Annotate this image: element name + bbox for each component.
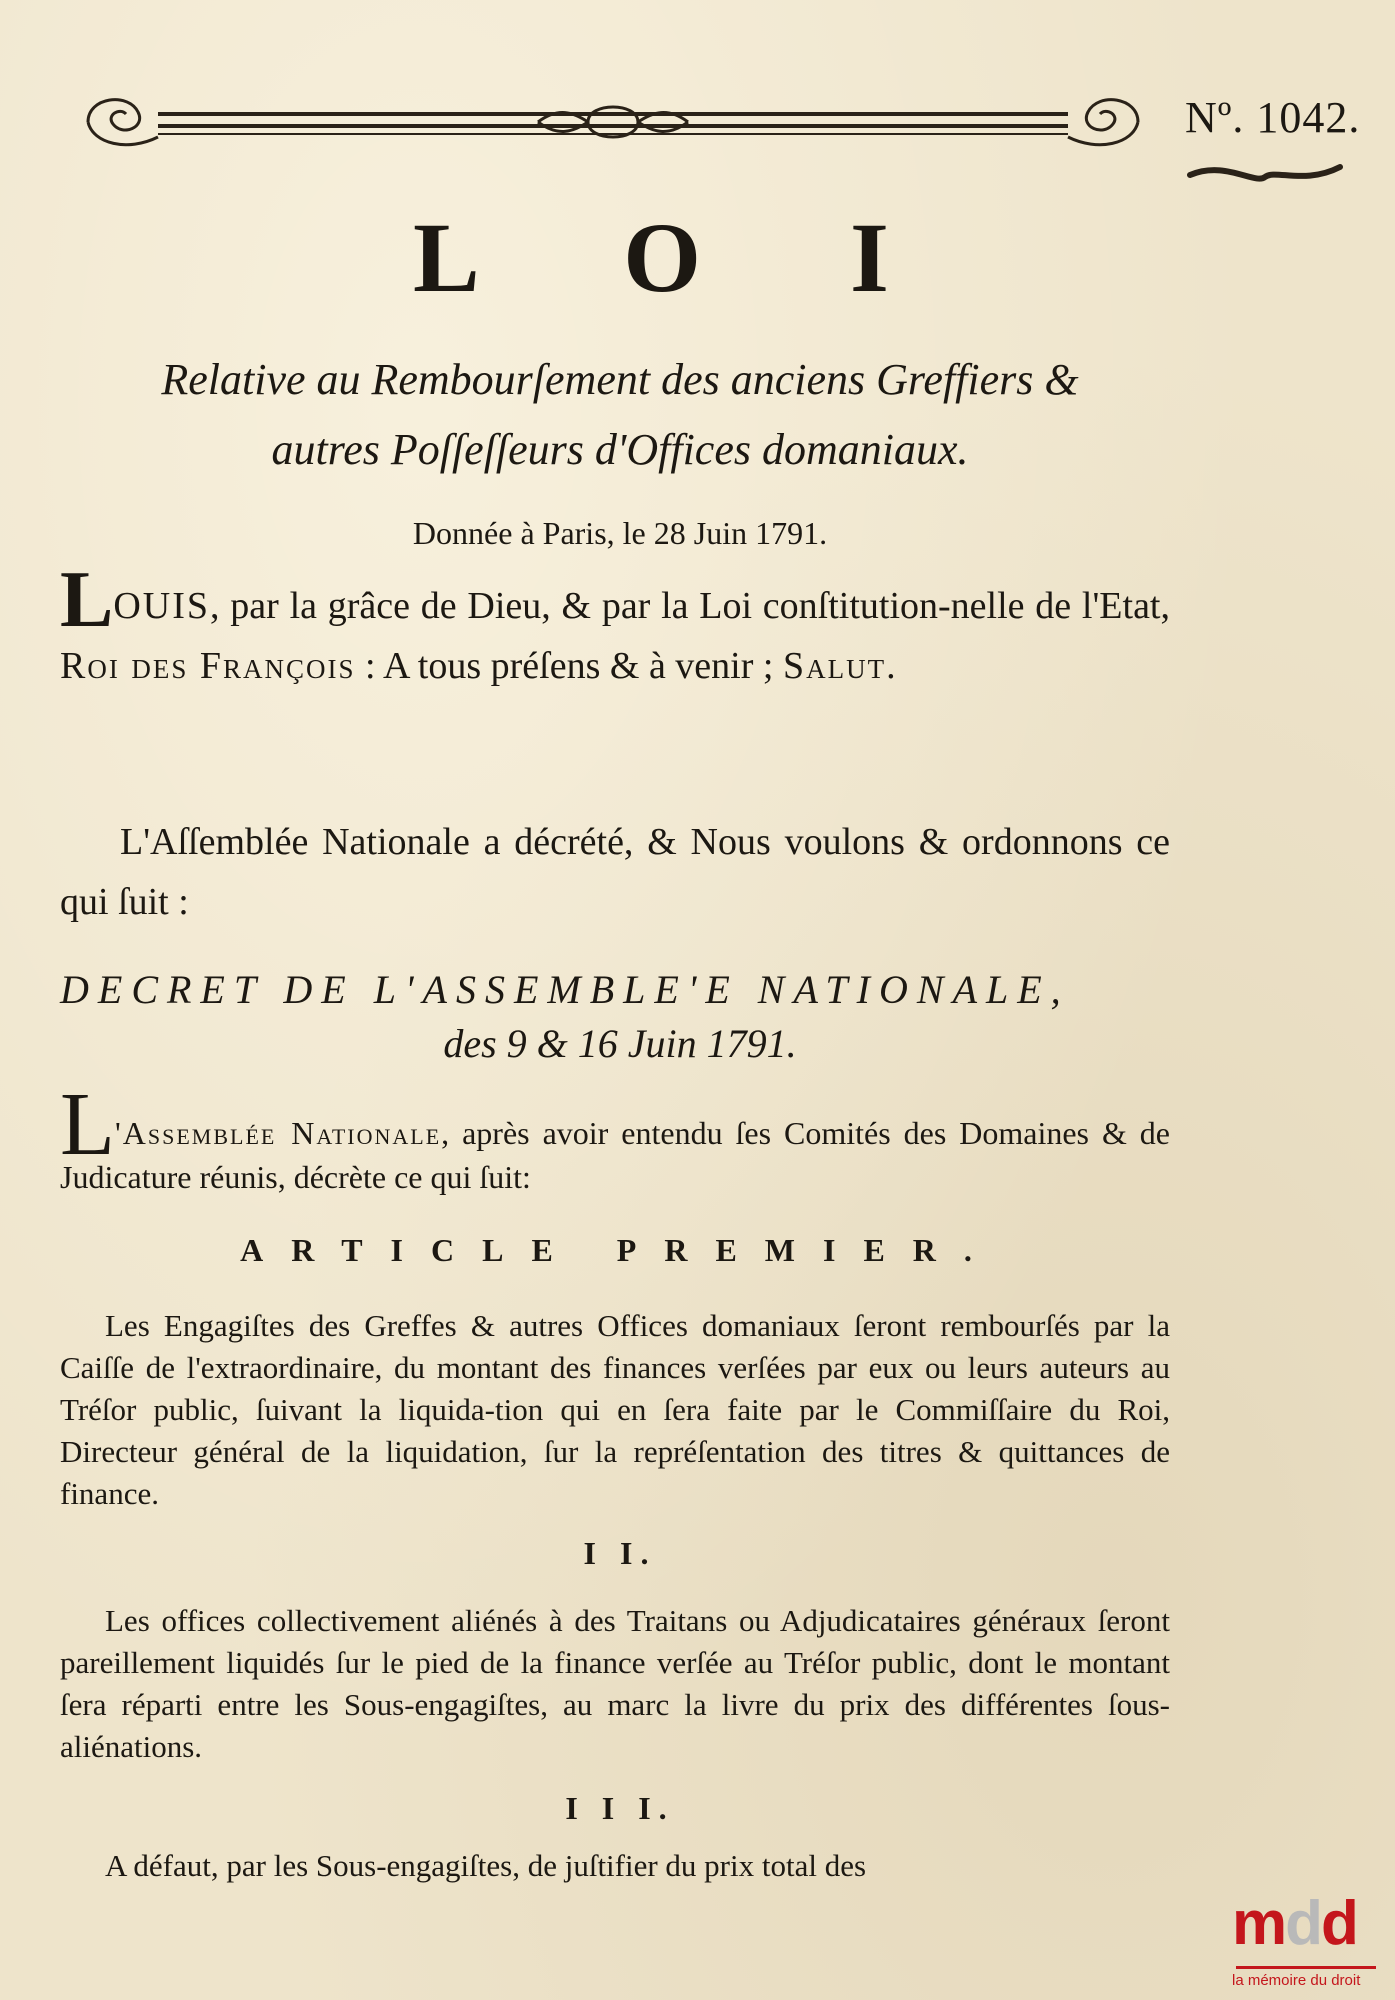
subtitle-line-1: Relative au Rembourſement des anciens Greffiers & <box>161 355 1079 404</box>
intro-lead: 'Assemblée Nationale <box>114 1115 442 1151</box>
logo-rule <box>1236 1966 1376 1969</box>
document-number: Nº. 1042. <box>1185 93 1361 142</box>
mdd-logo <box>1232 1888 1392 1998</box>
logo-mark: mdd <box>1232 1889 1357 1958</box>
issue-date: Donnée à Paris, le 28 Juin 1791. <box>412 515 828 551</box>
article-2-heading: I I. <box>583 1535 657 1571</box>
intro-text: , après avoir entendu ſes Comités des Domaines & de Judicature réunis, décrète ce qui ſuit: <box>60 1115 1170 1195</box>
preamble-lead: OUIS <box>113 585 211 627</box>
preamble-text-2: : A tous préſens & à venir ; <box>355 645 783 687</box>
article-3-heading: I I I. <box>565 1790 675 1826</box>
logo-tagline: la mémoire du droit <box>1232 1972 1361 1989</box>
article-2-text: Les offices collectivement aliénés à des Traitans ou Adjudicataires généraux ſeront pareillement liquidés ſur le pied de la finance verſée au Tréſor public, dont le montant ſera réparti entre les Sous-engagiſtes, au marc la livre du prix des différentes ſous-aliénations. <box>60 1603 1170 1764</box>
page-title: L O I <box>413 202 951 313</box>
preamble-roi: Roi des François <box>60 645 356 687</box>
subtitle-line-2: autres Poſſeſſeurs d'Offices domaniaux. <box>271 425 969 474</box>
intro-dropcap: L <box>60 1075 115 1174</box>
preamble-text-1: , par la grâce de Dieu, & par la Loi conſtitution-nelle de l'Etat, <box>210 585 1170 627</box>
preamble-paragraph <box>60 556 1170 696</box>
article-1-heading: ARTICLE PREMIER. <box>240 1232 1000 1268</box>
article-3-text: A défaut, par les Sous-engagiſtes, de juſtifier du prix total des <box>105 1848 867 1883</box>
assembly-paragraph: L'Aſſemblée Nationale a décrété, & Nous voulons & ordonnons ce qui ſuit : <box>60 821 1170 923</box>
decret-dates: des 9 & 16 Juin 1791. <box>443 1021 797 1066</box>
article-1-text: Les Engagiſtes des Greffes & autres Offices domaniaux ſeront rembourſés par la Caiſſe de l'extraordinaire, du montant des finances verſées par eux ou leurs auteurs au Tréſor public, ſuivant la liquida-tion qui en ſera faite par le Commiſſaire du Roi, Directeur général de la liquidation, ſur la repréſentation des titres & quittances de finance. <box>60 1308 1170 1511</box>
preamble-dropcap: L <box>60 556 114 644</box>
header-ornament <box>68 82 1158 162</box>
intro-paragraph <box>60 1075 1170 1199</box>
number-swash <box>1185 155 1345 195</box>
decret-title: DECRET DE L'ASSEMBLE'E NATIONALE, <box>60 967 1070 1012</box>
preamble-salut: Salut. <box>782 645 898 687</box>
